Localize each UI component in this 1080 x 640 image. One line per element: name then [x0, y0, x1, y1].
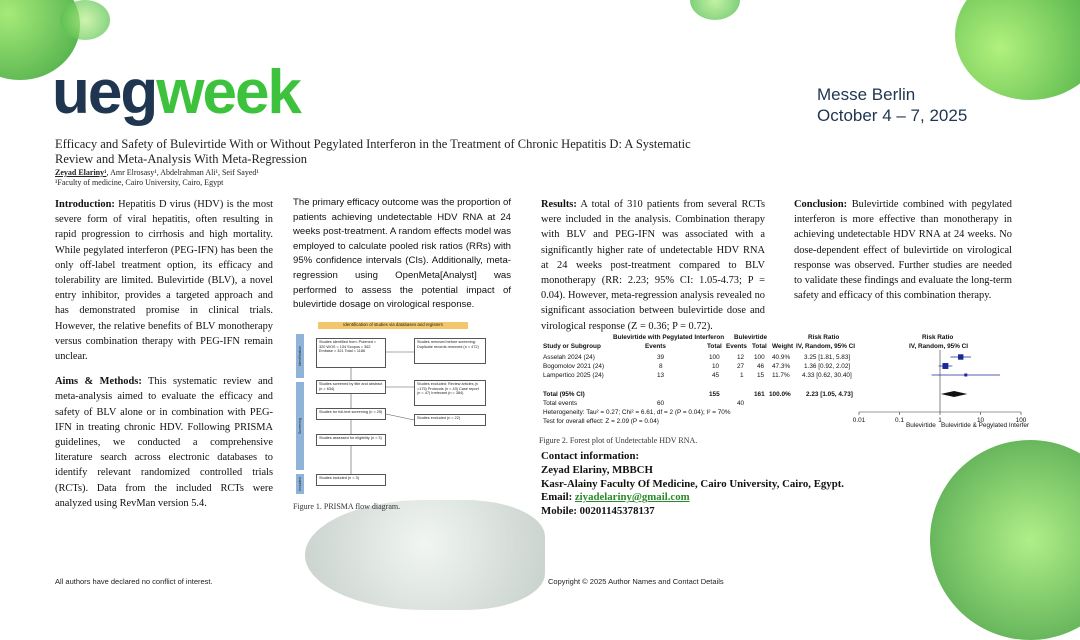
forest-total-ci: 2.23 [1.05, 4.73] — [806, 391, 853, 398]
venue-dates: October 4 – 7, 2025 — [817, 106, 968, 125]
ueg-week-logo — [52, 58, 300, 127]
forest-row-study: Bogomolov 2021 (24) — [543, 363, 605, 370]
forest-tick-label: 100 — [1015, 417, 1027, 424]
forest-overall-effect: Test for overall effect: Z = 2.09 (P = 0.04) — [543, 418, 659, 425]
forest-events-e1: 60 — [657, 400, 665, 407]
forest-caption: Figure 2. Forest plot of Undetectable HDV RNA. — [539, 436, 698, 445]
forest-row-ci: 1.36 [0.92, 2.02] — [804, 363, 851, 370]
venue-location: Messe Berlin — [817, 85, 916, 104]
co-authors: , Amr Elrosasy¹, Abdelrahman Ali¹, Seif Sayed¹ — [106, 168, 259, 177]
forest-heterogeneity: Heterogeneity: Tau² = 0.27; Chi² = 6.61, df = 2 (P = 0.04); I² = 70% — [543, 409, 731, 416]
contact-block — [541, 450, 844, 519]
column-conclusion — [794, 197, 1012, 313]
forest-plot — [541, 334, 1029, 434]
forest-point-square — [958, 354, 963, 359]
contact-name: Zeyad Elariny, MBBCH — [541, 463, 653, 476]
forest-rr-header-right: Risk Ratio — [922, 334, 954, 341]
column-intro-aims — [55, 197, 273, 521]
forest-row-t2: 100 — [754, 354, 765, 361]
forest-row-e2: 1 — [740, 372, 744, 379]
logo-week: week — [156, 58, 300, 127]
forest-h-ci: IV, Random, 95% CI — [796, 343, 856, 350]
forest-favours-right: Bulevirtide & Pegylated Interfer — [941, 422, 1030, 429]
introduction-text: Hepatitis D virus (HDV) is the most severe form of viral hepatitis, often resulting in rapid progression to cirrhosis and high mortality. While pegylated interferon (PEG-IFN) has been the only off-label treatment option, its efficacy and tolerability are limited. Bulevirtide (BLV), a novel entry inhibitor, provides a targeted approach and has demonstrated promise in clinical trials. However, the relative benefits of BLV monotherapy versus combination therapy with PEG-IFN remain unclear. — [55, 199, 273, 363]
aims-methods-paragraph — [55, 374, 273, 511]
forest-row-e1: 13 — [657, 372, 665, 379]
prisma-box-excluded2: Studies excluded (n = 22) — [414, 414, 486, 426]
prisma-box-screened: Studies screened by title and abstract (n = 634) — [316, 380, 386, 394]
forest-total-t1: 155 — [709, 391, 720, 398]
forest-h-ci-right: IV, Random, 95% CI — [909, 343, 969, 350]
conclusion-heading: Conclusion: — [794, 199, 848, 210]
forest-point-square — [942, 363, 948, 369]
forest-h-total2: Total — [752, 343, 767, 350]
results-heading: Results: — [541, 199, 577, 210]
logo-ueg: ueg — [52, 58, 157, 127]
venue-block — [817, 84, 967, 126]
decor-liver-bottom — [305, 500, 545, 610]
conclusion-text: Bulevirtide combined with pegylated interferon is more effective than monotherapy in achieving undetectable HDV RNA at 24 weeks. No dose-dependent effect of bulevirtide on virological response was observed. Further studies are needed to validate these findings and evaluate the long-term safety and efficacy of this combination therapy. — [794, 199, 1012, 302]
introduction-paragraph — [55, 197, 273, 364]
forest-h-events2: Events — [726, 343, 747, 350]
forest-tick-label: 0.1 — [895, 417, 904, 424]
decor-cell-topcenter — [690, 0, 740, 20]
forest-tick-label: 10 — [976, 417, 985, 424]
introduction-heading: Introduction: — [55, 199, 115, 210]
forest-row-t2: 15 — [757, 372, 765, 379]
forest-row-study: Asselah 2024 (24) — [543, 354, 595, 361]
forest-total-label: Total (95% CI) — [543, 391, 585, 398]
forest-total-t2: 161 — [754, 391, 765, 398]
forest-row-t2: 46 — [757, 363, 765, 370]
footer-conflict: All authors have declared no conflict of interest. — [55, 577, 213, 586]
forest-rr-header: Risk Ratio — [808, 334, 840, 341]
decor-cell-bottomright — [930, 440, 1080, 640]
forest-row-e2: 27 — [737, 363, 745, 370]
prisma-box-eligibility: Studies assessed for eligibility (n = 3) — [316, 434, 386, 446]
forest-pooled-diamond — [941, 391, 967, 397]
lead-author: Zeyad Elariny¹ — [55, 168, 107, 177]
forest-row-e1: 39 — [657, 354, 665, 361]
contact-affiliation: Kasr-Alainy Faculty Of Medicine, Cairo University, Cairo, Egypt. — [541, 477, 844, 490]
affiliation: ¹Faculty of medicine, Cairo University, Cairo, Egypt — [55, 178, 224, 187]
column-results — [541, 197, 768, 344]
author-block — [55, 168, 259, 188]
prisma-box-excluded: Studies excluded: Review articles (n =175) Protocols (n = 43) Case report (n = 47) Irrelevant (n = 384) — [414, 380, 486, 406]
forest-row-w: 40.9% — [772, 354, 791, 361]
prisma-caption: Figure 1. PRISMA flow diagram. — [293, 502, 401, 511]
forest-row-ci: 4.33 [0.62, 30.40] — [802, 372, 852, 379]
forest-total-w: 100.0% — [769, 391, 791, 398]
prisma-side-screening: Screening — [296, 382, 304, 470]
prisma-box-fulltext: Studies for full-text screening (n = 25) — [316, 408, 386, 420]
results-paragraph — [541, 197, 765, 334]
forest-point-square — [964, 374, 967, 377]
contact-mobile: Mobile: 00201145378137 — [541, 505, 655, 518]
forest-row-e1: 8 — [659, 363, 663, 370]
contact-email-link[interactable]: ziyadelariny@gmail.com — [574, 491, 690, 504]
methods-continued: The primary efficacy outcome was the proportion of patients achieving undetectable HDV RNA at 24 weeks post-treatment. A random effects model was employed to calculate pooled risk ratios (RRs) with 95% confidence intervals (CIs). Additionally, meta-regression using OpenMeta[Analyst] was performed to assess the potential impact of bulevirtide dosage on virological response. — [293, 197, 511, 311]
forest-tick-label: 1 — [938, 417, 942, 424]
decor-cell-topleft-small — [60, 0, 110, 40]
prisma-arrows — [296, 322, 516, 494]
forest-h-study: Study or Subgroup — [543, 343, 601, 350]
prisma-side-identification: Identification — [296, 334, 304, 378]
aims-heading: Aims & Methods: — [55, 376, 142, 388]
contact-email-label: Email: — [541, 491, 575, 504]
conclusion-paragraph — [794, 197, 1012, 303]
forest-row-w: 47.3% — [772, 363, 791, 370]
forest-group1-header: Bulevirtide with Pegylated Interferon — [613, 334, 725, 341]
contact-email-line — [541, 491, 844, 505]
forest-row-t1: 100 — [709, 354, 720, 361]
forest-favours-left: Bulevirtide — [906, 422, 936, 429]
poster-title: Efficacy and Safety of Bulevirtide With or Without Pegylated Interferon in the Treatment of Chronic Hepatitis D: A Systematic Review and Meta-Analysis With Meta-Regression — [55, 137, 691, 166]
forest-h-total1: Total — [707, 343, 722, 350]
forest-row-t1: 45 — [712, 372, 720, 379]
forest-tick-label: 0.01 — [852, 417, 866, 424]
forest-events-label: Total events — [543, 400, 578, 407]
forest-h-events1: Events — [645, 343, 666, 350]
prisma-diagram — [296, 322, 516, 494]
forest-row-t1: 10 — [712, 363, 720, 370]
contact-heading: Contact information: — [541, 450, 640, 462]
aims-text: This systematic review and meta-analysis aimed to evaluate the efficacy and safety of BLV alone or in combination with PEG-IFN in treating chronic HDV. Following PRISMA guidelines, we conducted a comprehensive literature search across electronic databases to identify relevant randomized controlled trials (RCTs). Data from the included RCTs were analyzed using RevMan version 5.4. — [55, 376, 273, 509]
prisma-side-included: Included — [296, 474, 304, 494]
prisma-header: Identification of studies via databases and registers — [318, 322, 468, 329]
forest-events-e2: 40 — [737, 400, 745, 407]
forest-row-w: 11.7% — [772, 372, 790, 379]
decor-cell-topright — [955, 0, 1080, 100]
column-methods — [293, 196, 511, 323]
forest-group2-header: Bulevirtide — [734, 334, 768, 341]
forest-h-weight: Weight — [772, 343, 794, 350]
prisma-box-identified: Studies identified from: Pubmed = 320 WOS = 134 Scopus = 362 Embase = 321 Total = 1186 — [316, 338, 386, 368]
forest-row-e2: 12 — [737, 354, 745, 361]
footer-copyright: Copyright © 2025 Author Names and Contact Details — [548, 577, 724, 586]
results-text: A total of 310 patients from several RCTs were included in the analysis. Combination therapy with BLV and PEG-IFN was associated with a significantly higher rate of undetectable HDV RNA at 24 weeks post-treatment compared to BLV monotherapy (RR: 2.23; 95% CI: 1.05-4.73; P = 0.04). However, meta-regression analysis revealed no significant association between bulevirtide dose and virological response (Z = 0.36; P = 0.72). — [541, 199, 765, 332]
prisma-box-included: Studies included (n = 3) — [316, 474, 386, 486]
forest-row-study: Lampertico 2025 (24) — [543, 372, 604, 379]
prisma-box-removed: Studies removed before screening: Duplicate records removed (n = 472) — [414, 338, 486, 364]
forest-row-ci: 3.25 [1.81, 5.83] — [804, 354, 851, 361]
author-list — [55, 168, 259, 178]
